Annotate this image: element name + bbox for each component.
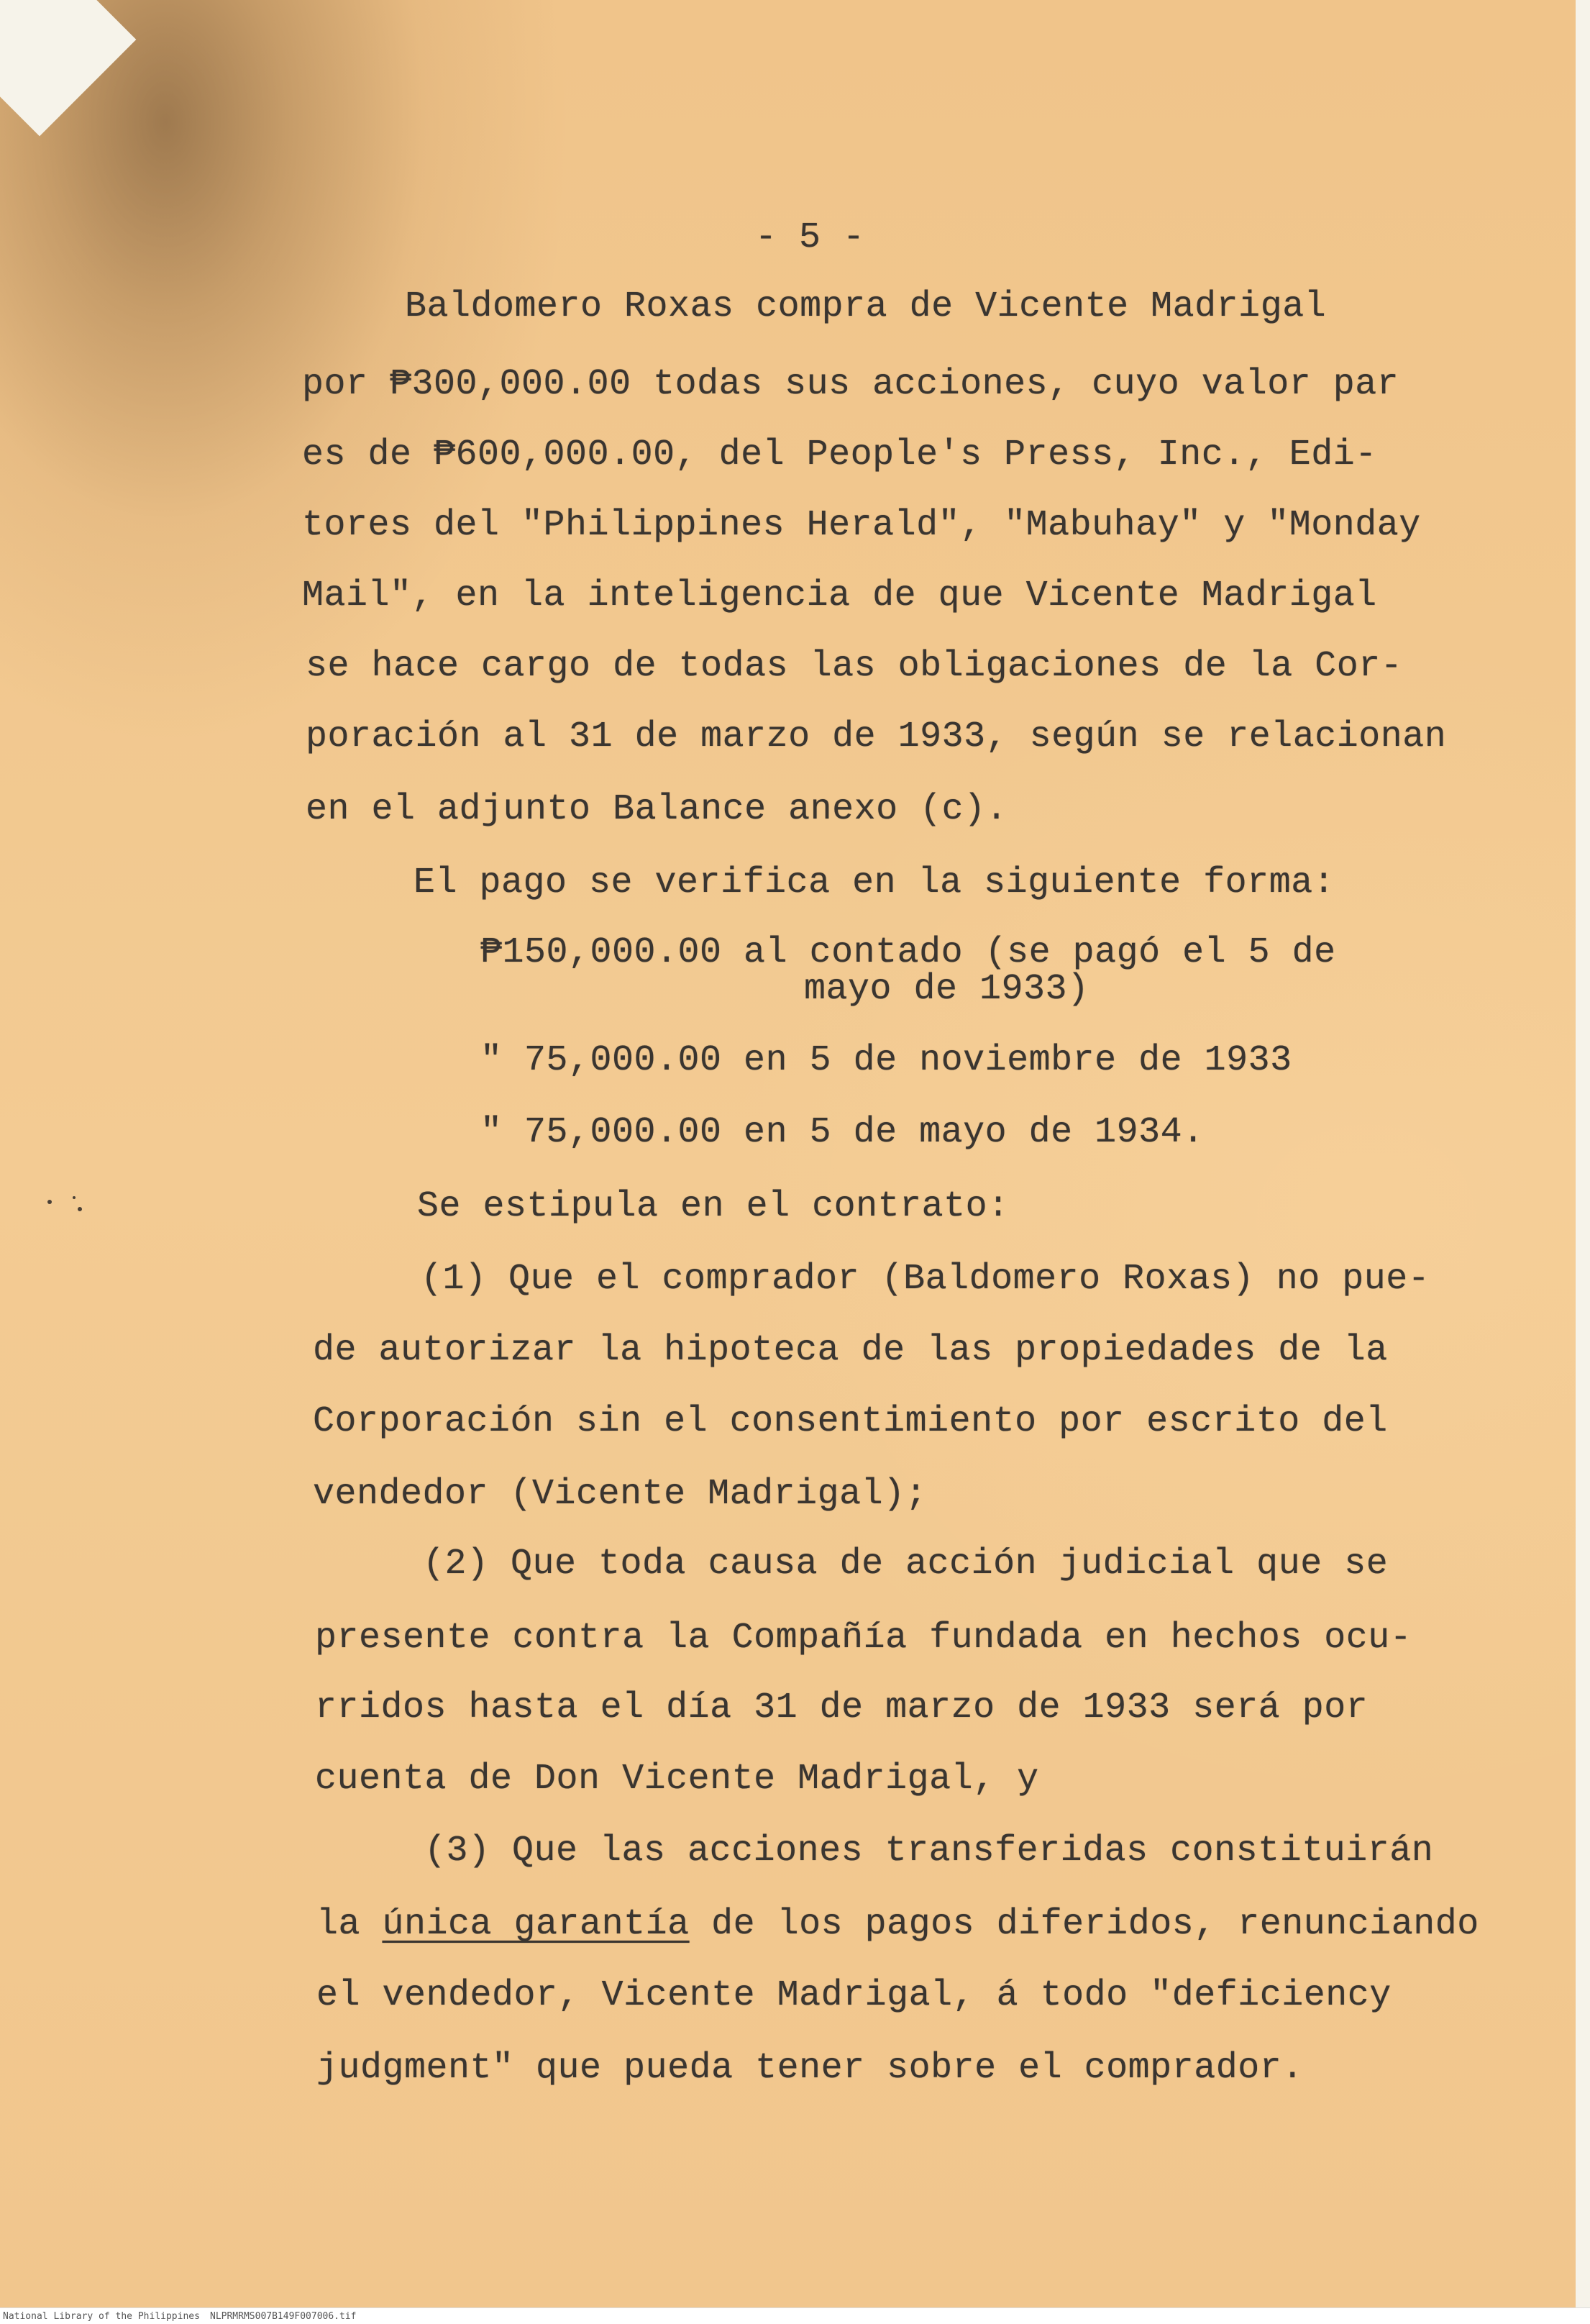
text-line: poración al 31 de marzo de 1933, según se relacionan: [306, 716, 1447, 757]
text-line: mayo de 1933): [804, 969, 1089, 1010]
text-line: judgment" que pueda tener sobre el comprador.: [316, 2048, 1304, 2089]
text-line: el vendedor, Vicente Madrigal, á todo "deficiency: [316, 1975, 1392, 2016]
footer-institution: National Library of the Philippines: [3, 2311, 200, 2322]
text-line: " 75,000.00 en 5 de mayo de 1934.: [480, 1112, 1205, 1153]
footer-file-id: NLPRMRMS007B149F007006.tif: [210, 2311, 357, 2322]
text-line: Corporación sin el consentimiento por escrito del: [313, 1401, 1388, 1442]
text-line: rridos hasta el día 31 de marzo de 1933 será por: [315, 1687, 1369, 1728]
underlined-phrase: única garantía: [382, 1904, 690, 1945]
text-line: Baldomero Roxas compra de Vicente Madrigal: [405, 286, 1327, 327]
text-line: se hace cargo de todas las obligaciones de la Cor-: [306, 646, 1403, 687]
text-line: cuenta de Don Vicente Madrigal, y: [315, 1759, 1039, 1800]
text-line: ₱150,000.00 al contado (se pagó el 5 de: [480, 932, 1336, 973]
text-line: Mail", en la inteligencia de que Vicente Madrigal: [302, 575, 1377, 616]
text-line: " 75,000.00 en 5 de noviembre de 1933: [480, 1040, 1292, 1081]
text-line: [316, 1904, 1479, 1945]
text-segment: la: [316, 1904, 383, 1945]
page-number: - 5 -: [755, 217, 865, 258]
text-line: de autorizar la hipoteca de las propiedades de la: [313, 1330, 1388, 1371]
text-line: tores del "Philippines Herald", "Mabuhay" y "Monday: [302, 505, 1421, 546]
text-line: presente contra la Compañía fundada en hechos ocu-: [315, 1618, 1412, 1659]
text-line: es de ₱600,000.00, del People's Press, Inc., Edi-: [302, 434, 1377, 475]
torn-corner: [0, 0, 136, 136]
text-line: (1) Que el comprador (Baldomero Roxas) no pue-: [421, 1259, 1430, 1300]
text-line: Se estipula en el contrato:: [417, 1186, 1010, 1227]
text-line: (2) Que toda causa de acción judicial que se: [423, 1544, 1389, 1585]
text-line: El pago se verifica en la siguiente forma:: [414, 862, 1335, 903]
text-line: en el adjunto Balance anexo (c).: [306, 789, 1008, 830]
text-line: vendedor (Vicente Madrigal);: [313, 1474, 928, 1515]
scan-edge: [1576, 0, 1590, 2324]
text-line: (3) Que las acciones transferidas constituirán: [424, 1831, 1434, 1872]
text-line: por ₱300,000.00 todas sus acciones, cuyo valor par: [302, 364, 1399, 405]
scan-footer: [0, 2307, 1590, 2324]
text-segment: de los pagos diferidos, renunciando: [689, 1904, 1479, 1945]
